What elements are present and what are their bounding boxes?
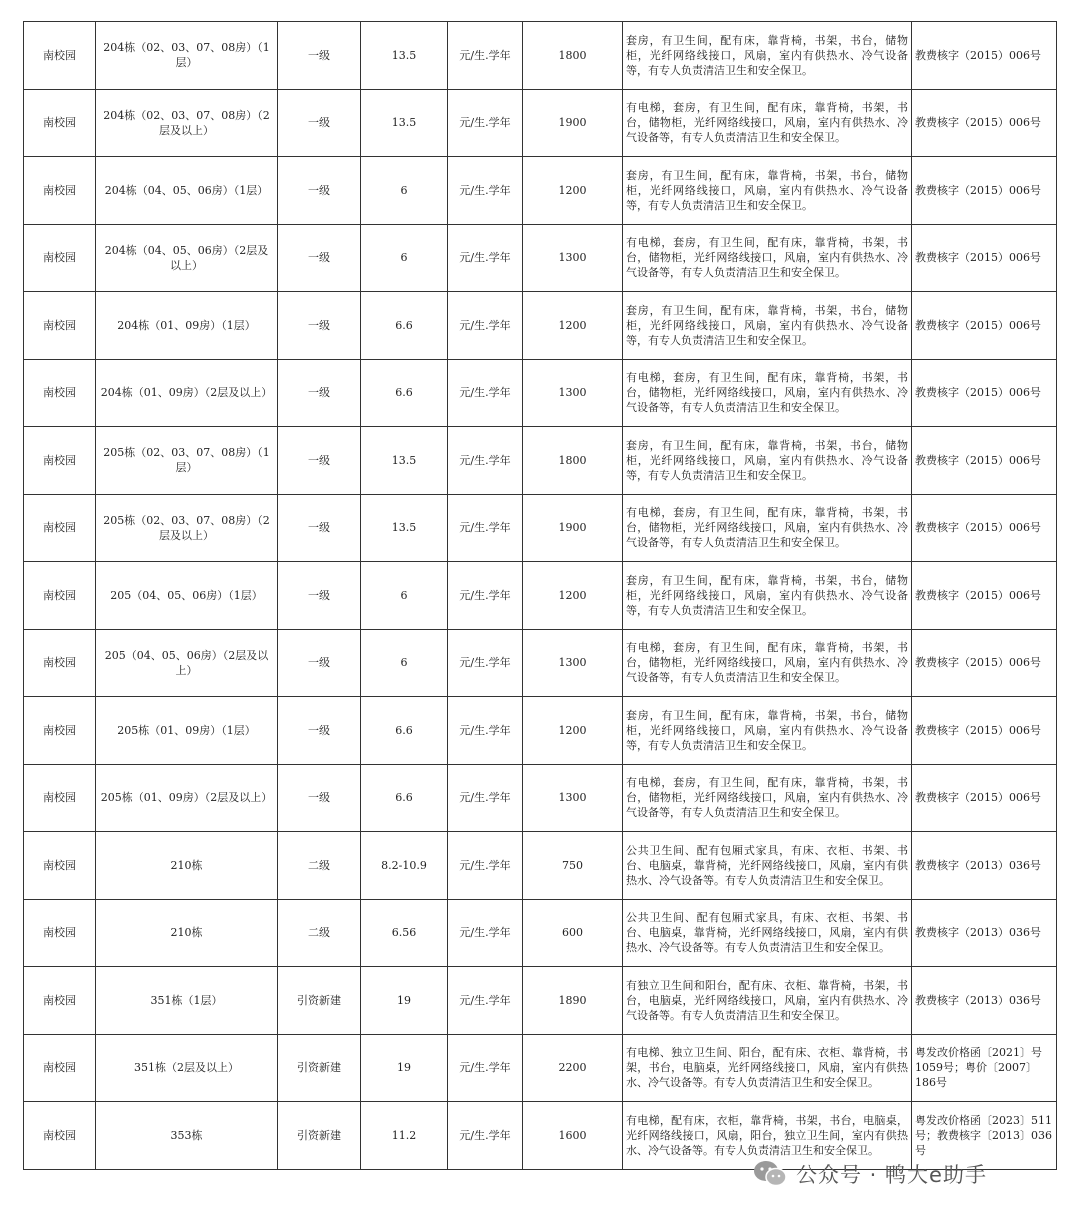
- dormitory-fee-table: [23, 21, 1057, 1170]
- table-row: [24, 494, 1057, 562]
- unit-cell: 元/生.学年: [448, 22, 523, 90]
- campus-cell: 南校园: [24, 1102, 96, 1170]
- level-cell: 引资新建: [278, 1102, 361, 1170]
- area-cell: 19: [361, 1034, 448, 1102]
- table-row: [24, 899, 1057, 967]
- description-cell: 有电梯、独立卫生间、阳台，配有床、衣柜、靠背椅，书架，书台，电脑桌，光纤网络线接口，风扇，室内有供热水、冷气设备等。有专人负责清洁卫生和安全保卫。: [623, 1034, 912, 1102]
- price-cell: 1300: [523, 764, 623, 832]
- table-row: [24, 89, 1057, 157]
- building-cell: 205栋（01、09房）（2层及以上）: [96, 764, 278, 832]
- building-cell: 204栋（04、05、06房）（2层及以上）: [96, 224, 278, 292]
- description-cell: 套房，有卫生间，配有床，靠背椅，书架，书台，储物柜，光纤网络线接口，风扇，室内有供热水、冷气设备等，有专人负责清洁卫生和安全保卫。: [623, 427, 912, 495]
- basis-cell: 教费核字（2013）036号: [912, 967, 1057, 1035]
- level-cell: 一级: [278, 629, 361, 697]
- table-row: [24, 1034, 1057, 1102]
- basis-cell: 教费核字（2013）036号: [912, 832, 1057, 900]
- description-cell: 有电梯，套房，有卫生间，配有床，靠背椅，书架，书台，储物柜，光纤网络线接口，风扇，室内有供热水、冷气设备等，有专人负责清洁卫生和安全保卫。: [623, 359, 912, 427]
- area-cell: 6: [361, 157, 448, 225]
- unit-cell: 元/生.学年: [448, 1102, 523, 1170]
- watermark-text: 公众号 · 鸭大e助手: [796, 1163, 987, 1187]
- price-cell: 1300: [523, 224, 623, 292]
- level-cell: 引资新建: [278, 1034, 361, 1102]
- unit-cell: 元/生.学年: [448, 832, 523, 900]
- basis-cell: 教费核字（2015）006号: [912, 494, 1057, 562]
- building-cell: 204栋（01、09房）（2层及以上）: [96, 359, 278, 427]
- basis-cell: 教费核字（2015）006号: [912, 562, 1057, 630]
- basis-cell: 教费核字（2015）006号: [912, 22, 1057, 90]
- area-cell: 6.56: [361, 899, 448, 967]
- campus-cell: 南校园: [24, 157, 96, 225]
- level-cell: 一级: [278, 292, 361, 360]
- campus-cell: 南校园: [24, 89, 96, 157]
- price-cell: 1200: [523, 562, 623, 630]
- price-cell: 1200: [523, 292, 623, 360]
- area-cell: 13.5: [361, 22, 448, 90]
- unit-cell: 元/生.学年: [448, 427, 523, 495]
- price-cell: 600: [523, 899, 623, 967]
- area-cell: 13.5: [361, 494, 448, 562]
- basis-cell: 教费核字（2015）006号: [912, 292, 1057, 360]
- building-cell: 205栋（02、03、07、08房）（2层及以上）: [96, 494, 278, 562]
- basis-cell: 粤发改价格函〔2021〕号1059号；粤价〔2007〕186号: [912, 1034, 1057, 1102]
- unit-cell: 元/生.学年: [448, 224, 523, 292]
- description-cell: 有电梯，套房，有卫生间，配有床，靠背椅，书架，书台，储物柜，光纤网络线接口，风扇，室内有供热水、冷气设备等，有专人负责清洁卫生和安全保卫。: [623, 764, 912, 832]
- area-cell: 6.6: [361, 764, 448, 832]
- building-cell: 204栋（01、09房）（1层）: [96, 292, 278, 360]
- description-cell: 套房，有卫生间，配有床，靠背椅，书架，书台，储物柜，光纤网络线接口，风扇，室内有供热水、冷气设备等，有专人负责清洁卫生和安全保卫。: [623, 697, 912, 765]
- building-cell: 205（04、05、06房）（2层及以上）: [96, 629, 278, 697]
- description-cell: 有电梯，套房，有卫生间，配有床，靠背椅，书架，书台，储物柜，光纤网络线接口，风扇，室内有供热水、冷气设备等，有专人负责清洁卫生和安全保卫。: [623, 89, 912, 157]
- unit-cell: 元/生.学年: [448, 967, 523, 1035]
- price-cell: 1300: [523, 629, 623, 697]
- campus-cell: 南校园: [24, 562, 96, 630]
- basis-cell: 教费核字（2015）006号: [912, 224, 1057, 292]
- table-row: [24, 967, 1057, 1035]
- level-cell: 一级: [278, 89, 361, 157]
- description-cell: 套房，有卫生间，配有床，靠背椅，书架，书台，储物柜，光纤网络线接口，风扇，室内有供热水、冷气设备等，有专人负责清洁卫生和安全保卫。: [623, 562, 912, 630]
- table-row: [24, 427, 1057, 495]
- building-cell: 204栋（04、05、06房）（1层）: [96, 157, 278, 225]
- area-cell: 6.6: [361, 697, 448, 765]
- description-cell: 有电梯，配有床，衣柜，靠背椅，书架，书台，电脑桌，光纤网络线接口，风扇，阳台，独立卫生间，室内有供热水、冷气设备等。有专人负责清洁卫生和安全保卫。: [623, 1102, 912, 1170]
- level-cell: 一级: [278, 562, 361, 630]
- table-row: [24, 224, 1057, 292]
- basis-cell: 教费核字（2015）006号: [912, 359, 1057, 427]
- building-cell: 205栋（02、03、07、08房）（1层）: [96, 427, 278, 495]
- description-cell: 套房，有卫生间，配有床，靠背椅，书架，书台，储物柜，光纤网络线接口，风扇，室内有供热水、冷气设备等，有专人负责清洁卫生和安全保卫。: [623, 292, 912, 360]
- unit-cell: 元/生.学年: [448, 697, 523, 765]
- level-cell: 一级: [278, 494, 361, 562]
- building-cell: 351栋（2层及以上）: [96, 1034, 278, 1102]
- basis-cell: 教费核字（2015）006号: [912, 764, 1057, 832]
- basis-cell: 教费核字（2015）006号: [912, 427, 1057, 495]
- level-cell: 一级: [278, 359, 361, 427]
- building-cell: 210栋: [96, 832, 278, 900]
- table-row: [24, 629, 1057, 697]
- campus-cell: 南校园: [24, 494, 96, 562]
- level-cell: 二级: [278, 832, 361, 900]
- area-cell: 6: [361, 562, 448, 630]
- unit-cell: 元/生.学年: [448, 292, 523, 360]
- description-cell: 套房，有卫生间，配有床，靠背椅，书架，书台，储物柜，光纤网络线接口，风扇，室内有供热水、冷气设备等，有专人负责清洁卫生和安全保卫。: [623, 157, 912, 225]
- level-cell: 一级: [278, 764, 361, 832]
- description-cell: 公共卫生间、配有包厢式家具，有床、衣柜、书架、书台、电脑桌，靠背椅，光纤网络线接口，风扇，室内有供热水、冷气设备等。有专人负责清洁卫生和安全保卫。: [623, 832, 912, 900]
- table-row: [24, 562, 1057, 630]
- campus-cell: 南校园: [24, 764, 96, 832]
- unit-cell: 元/生.学年: [448, 1034, 523, 1102]
- description-cell: 有电梯，套房，有卫生间，配有床，靠背椅，书架，书台，储物柜，光纤网络线接口，风扇，室内有供热水、冷气设备等，有专人负责清洁卫生和安全保卫。: [623, 224, 912, 292]
- building-cell: 205栋（01、09房）（1层）: [96, 697, 278, 765]
- unit-cell: 元/生.学年: [448, 494, 523, 562]
- basis-cell: 教费核字（2015）006号: [912, 157, 1057, 225]
- price-cell: 1600: [523, 1102, 623, 1170]
- level-cell: 引资新建: [278, 967, 361, 1035]
- basis-cell: 教费核字（2015）006号: [912, 697, 1057, 765]
- table-row: [24, 22, 1057, 90]
- price-cell: 2200: [523, 1034, 623, 1102]
- unit-cell: 元/生.学年: [448, 157, 523, 225]
- area-cell: 11.2: [361, 1102, 448, 1170]
- building-cell: 353栋: [96, 1102, 278, 1170]
- table-row: [24, 157, 1057, 225]
- price-cell: 1800: [523, 427, 623, 495]
- level-cell: 一级: [278, 427, 361, 495]
- area-cell: 19: [361, 967, 448, 1035]
- level-cell: 二级: [278, 899, 361, 967]
- unit-cell: 元/生.学年: [448, 899, 523, 967]
- table-row: [24, 292, 1057, 360]
- campus-cell: 南校园: [24, 1034, 96, 1102]
- campus-cell: 南校园: [24, 967, 96, 1035]
- campus-cell: 南校园: [24, 427, 96, 495]
- price-cell: 750: [523, 832, 623, 900]
- area-cell: 13.5: [361, 89, 448, 157]
- campus-cell: 南校园: [24, 697, 96, 765]
- campus-cell: 南校园: [24, 629, 96, 697]
- unit-cell: 元/生.学年: [448, 89, 523, 157]
- building-cell: 204栋（02、03、07、08房）（1层）: [96, 22, 278, 90]
- unit-cell: 元/生.学年: [448, 562, 523, 630]
- price-cell: 1200: [523, 157, 623, 225]
- area-cell: 6: [361, 224, 448, 292]
- basis-cell: 教费核字（2013）036号: [912, 899, 1057, 967]
- table-row: [24, 697, 1057, 765]
- price-cell: 1200: [523, 697, 623, 765]
- campus-cell: 南校园: [24, 832, 96, 900]
- basis-cell: 教费核字（2015）006号: [912, 89, 1057, 157]
- table-row: [24, 832, 1057, 900]
- unit-cell: 元/生.学年: [448, 764, 523, 832]
- wechat-icon: [752, 1159, 788, 1189]
- price-cell: 1300: [523, 359, 623, 427]
- unit-cell: 元/生.学年: [448, 629, 523, 697]
- fee-table-body: [24, 22, 1057, 1170]
- table-row: [24, 359, 1057, 427]
- description-cell: 有独立卫生间和阳台，配有床、衣柜、靠背椅，书架，书台，电脑桌，光纤网络线接口，风扇，室内有供热水、冷气设备等。有专人负责清洁卫生和安全保卫。: [623, 967, 912, 1035]
- campus-cell: 南校园: [24, 359, 96, 427]
- description-cell: 公共卫生间、配有包厢式家具，有床、衣柜、书架、书台、电脑桌，靠背椅，光纤网络线接口，风扇，室内有供热水、冷气设备等。有专人负责清洁卫生和安全保卫。: [623, 899, 912, 967]
- area-cell: 6.6: [361, 359, 448, 427]
- price-cell: 1900: [523, 89, 623, 157]
- building-cell: 204栋（02、03、07、08房）（2层及以上）: [96, 89, 278, 157]
- basis-cell: 教费核字（2015）006号: [912, 629, 1057, 697]
- description-cell: 有电梯，套房，有卫生间，配有床，靠背椅，书架，书台，储物柜，光纤网络线接口，风扇，室内有供热水、冷气设备等，有专人负责清洁卫生和安全保卫。: [623, 494, 912, 562]
- watermark: [752, 1152, 1052, 1196]
- description-cell: 套房，有卫生间，配有床，靠背椅，书架，书台，储物柜，光纤网络线接口，风扇，室内有供热水、冷气设备等，有专人负责清洁卫生和安全保卫。: [623, 22, 912, 90]
- basis-cell: 粤发改价格函〔2023〕511号；教费核字〔2013〕036号: [912, 1102, 1057, 1170]
- building-cell: 210栋: [96, 899, 278, 967]
- level-cell: 一级: [278, 22, 361, 90]
- price-cell: 1900: [523, 494, 623, 562]
- description-cell: 有电梯，套房，有卫生间，配有床，靠背椅，书架，书台，储物柜，光纤网络线接口，风扇，室内有供热水、冷气设备等，有专人负责清洁卫生和安全保卫。: [623, 629, 912, 697]
- level-cell: 一级: [278, 157, 361, 225]
- building-cell: 351栋（1层）: [96, 967, 278, 1035]
- building-cell: 205（04、05、06房）（1层）: [96, 562, 278, 630]
- area-cell: 6: [361, 629, 448, 697]
- area-cell: 6.6: [361, 292, 448, 360]
- level-cell: 一级: [278, 697, 361, 765]
- campus-cell: 南校园: [24, 899, 96, 967]
- price-cell: 1890: [523, 967, 623, 1035]
- campus-cell: 南校园: [24, 224, 96, 292]
- area-cell: 13.5: [361, 427, 448, 495]
- campus-cell: 南校园: [24, 292, 96, 360]
- price-cell: 1800: [523, 22, 623, 90]
- level-cell: 一级: [278, 224, 361, 292]
- table-row: [24, 764, 1057, 832]
- campus-cell: 南校园: [24, 22, 96, 90]
- area-cell: 8.2-10.9: [361, 832, 448, 900]
- unit-cell: 元/生.学年: [448, 359, 523, 427]
